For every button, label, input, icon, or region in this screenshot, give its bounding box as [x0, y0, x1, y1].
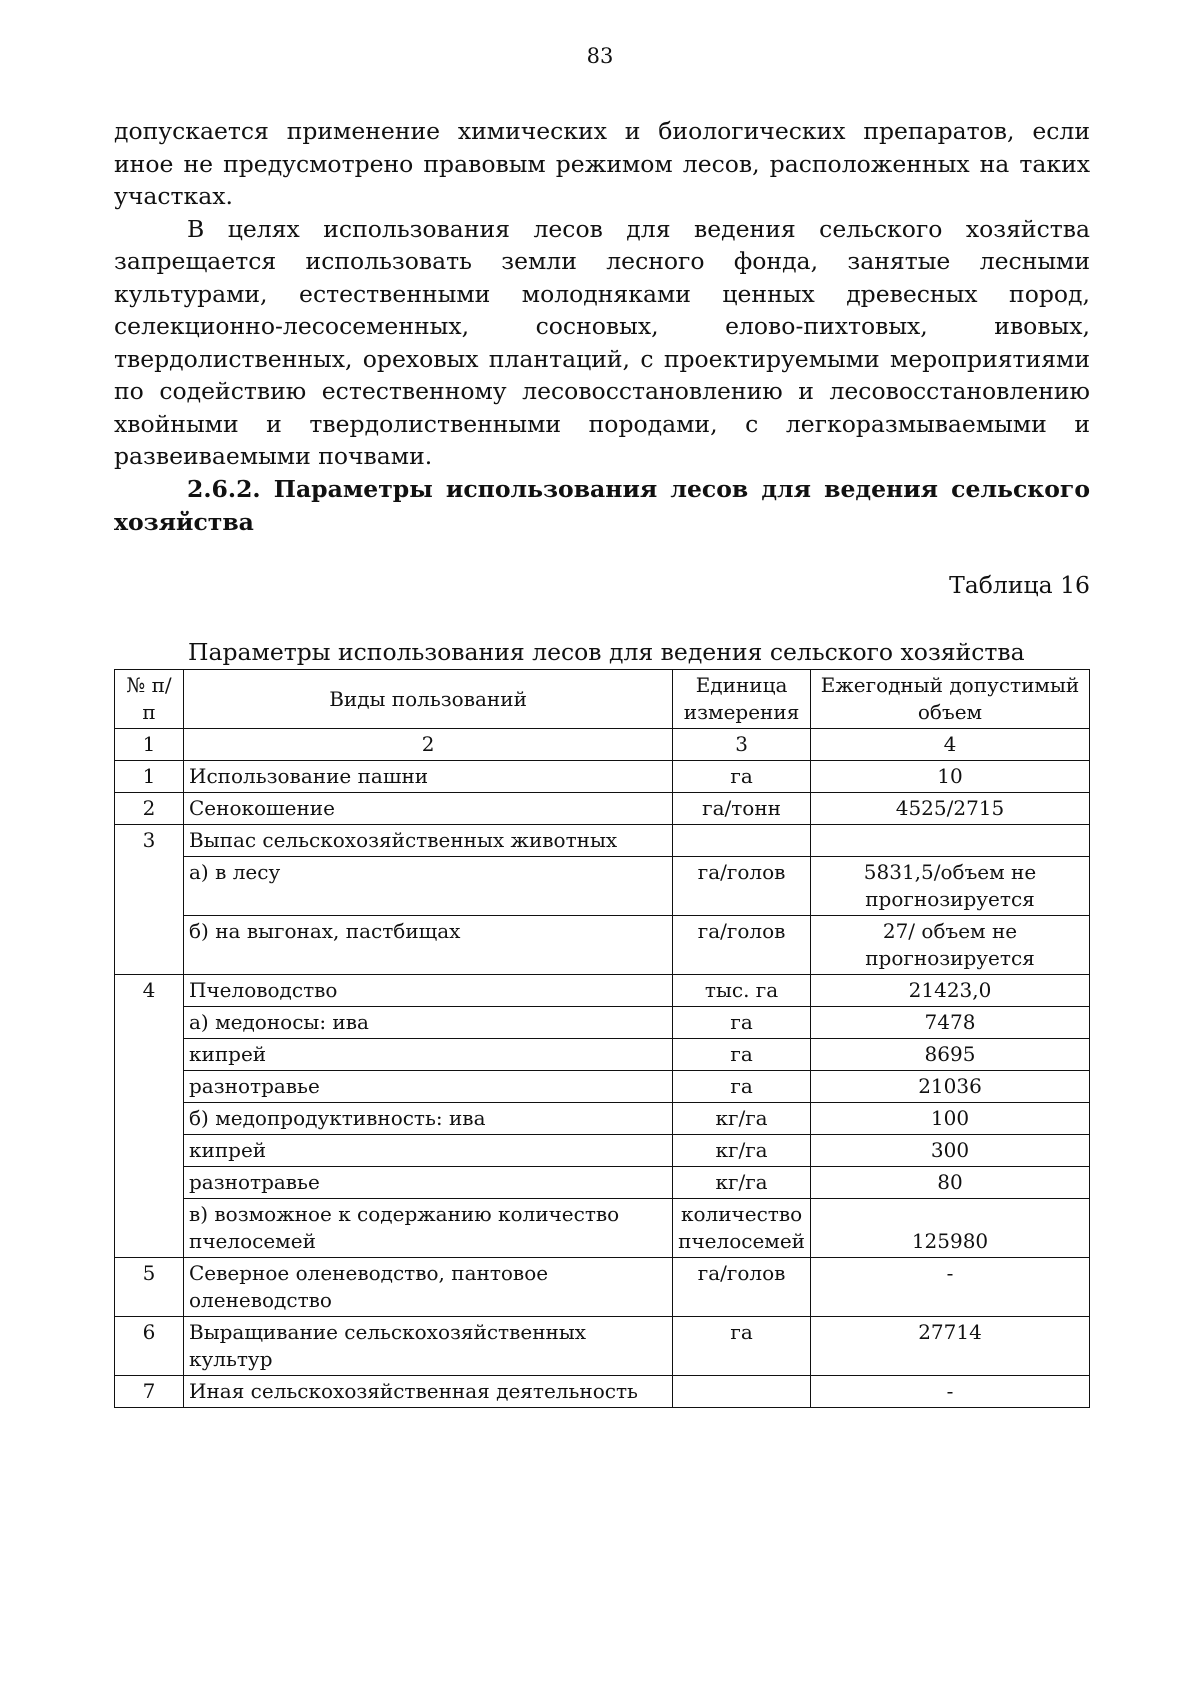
row-unit: га — [673, 761, 811, 793]
row-kind: а) медоносы: ива — [184, 1007, 673, 1039]
header-unit: Единица измерения — [673, 670, 811, 729]
row-num: 1 — [115, 761, 184, 793]
column-numbers-row — [115, 729, 1090, 761]
section-heading: 2.6.2. Параметры использования лесов для ведения сельского хозяйства — [114, 475, 1090, 536]
table-row — [115, 1199, 1090, 1258]
row-num: 2 — [115, 793, 184, 825]
row-kind: б) на выгонах, пастбищах — [184, 916, 673, 975]
column-number: 2 — [184, 729, 673, 761]
row-volume: 8695 — [811, 1039, 1090, 1071]
row-unit: кг/га — [673, 1135, 811, 1167]
row-kind: Использование пашни — [184, 761, 673, 793]
body-text — [114, 115, 1090, 473]
column-number: 1 — [115, 729, 184, 761]
paragraph: допускается применение химических и биологических препаратов, если иное не предусмотрено правовым режимом лесов, расположенных на таких участках. — [114, 117, 1090, 210]
row-unit: кг/га — [673, 1167, 811, 1199]
row-kind: кипрей — [184, 1039, 673, 1071]
row-volume: 80 — [811, 1167, 1090, 1199]
row-volume: 21036 — [811, 1071, 1090, 1103]
row-kind: б) медопродуктивность: ива — [184, 1103, 673, 1135]
row-unit: тыс. га — [673, 975, 811, 1007]
table-row — [115, 1317, 1090, 1376]
row-kind: Северное оленеводство, пантовое оленеводство — [184, 1258, 673, 1317]
header-kind: Виды пользований — [184, 670, 673, 729]
row-volume: - — [811, 1376, 1090, 1408]
table-row — [115, 1103, 1090, 1135]
row-unit: га/голов — [673, 916, 811, 975]
row-volume: 21423,0 — [811, 975, 1090, 1007]
row-kind: разнотравье — [184, 1071, 673, 1103]
table-header-row — [115, 670, 1090, 729]
header-num: № п/п — [115, 670, 184, 729]
table-row — [115, 1258, 1090, 1317]
row-kind: разнотравье — [184, 1167, 673, 1199]
parameters-table — [114, 669, 1090, 1408]
table-caption: Параметры использования лесов для ведения сельского хозяйства — [188, 638, 1025, 666]
row-unit: га/голов — [673, 1258, 811, 1317]
row-unit: га — [673, 1039, 811, 1071]
table-row — [115, 825, 1090, 857]
table-row — [115, 1167, 1090, 1199]
row-num: 6 — [115, 1317, 184, 1376]
table-label: Таблица 16 — [949, 571, 1090, 599]
table-row — [115, 975, 1090, 1007]
table-row — [115, 793, 1090, 825]
row-unit: га — [673, 1317, 811, 1376]
row-kind: Иная сельскохозяйственная деятельность — [184, 1376, 673, 1408]
column-number: 3 — [673, 729, 811, 761]
table-row — [115, 857, 1090, 916]
table-row — [115, 1376, 1090, 1408]
row-unit: га — [673, 1071, 811, 1103]
row-volume: 5831,5/объем не прогнозируется — [811, 857, 1090, 916]
row-volume: 7478 — [811, 1007, 1090, 1039]
row-kind: Выпас сельскохозяйственных животных — [184, 825, 673, 857]
row-unit — [673, 825, 811, 857]
page-number: 83 — [586, 44, 614, 68]
row-kind: Сенокошение — [184, 793, 673, 825]
row-kind: а) в лесу — [184, 857, 673, 916]
column-number: 4 — [811, 729, 1090, 761]
row-volume: 125980 — [811, 1199, 1090, 1258]
row-num: 3 — [115, 825, 184, 975]
row-kind: в) возможное к содержанию количество пчелосемей — [184, 1199, 673, 1258]
row-volume — [811, 825, 1090, 857]
row-unit: количество пчелосемей — [673, 1199, 811, 1258]
row-volume: 100 — [811, 1103, 1090, 1135]
table-row — [115, 1071, 1090, 1103]
row-volume: 10 — [811, 761, 1090, 793]
table-row — [115, 761, 1090, 793]
row-volume: 300 — [811, 1135, 1090, 1167]
row-unit — [673, 1376, 811, 1408]
table-row — [115, 1039, 1090, 1071]
row-num: 5 — [115, 1258, 184, 1317]
row-kind: кипрей — [184, 1135, 673, 1167]
table-row — [115, 916, 1090, 975]
row-kind: Пчеловодство — [184, 975, 673, 1007]
row-volume: 27714 — [811, 1317, 1090, 1376]
header-volume: Ежегодный допустимый объем — [811, 670, 1090, 729]
paragraph: В целях использования лесов для ведения сельского хозяйства запрещается использовать земли лесного фонда, занятые лесными культурами, естественными молодняками ценных древесных пород, селекционно-лесосеменных, сосновых, елово-пихтовых, ивовых, твердолиственных, ореховых плантаций, с проектируемыми мероприятиями по содействию естественному лесовосстановлению и лесовосстановлению хвойными и твердолиственными породами, с легкоразмываемыми и развеиваемыми почвами. — [114, 214, 1090, 470]
row-unit: га/голов — [673, 857, 811, 916]
table-row — [115, 1135, 1090, 1167]
row-volume: - — [811, 1258, 1090, 1317]
row-unit: га/тонн — [673, 793, 811, 825]
row-unit: га — [673, 1007, 811, 1039]
table-row — [115, 1007, 1090, 1039]
row-unit: кг/га — [673, 1103, 811, 1135]
row-num: 7 — [115, 1376, 184, 1408]
row-volume: 27/ объем не прогнозируется — [811, 916, 1090, 975]
row-kind: Выращивание сельскохозяйственных культур — [184, 1317, 673, 1376]
row-num: 4 — [115, 975, 184, 1258]
row-volume: 4525/2715 — [811, 793, 1090, 825]
